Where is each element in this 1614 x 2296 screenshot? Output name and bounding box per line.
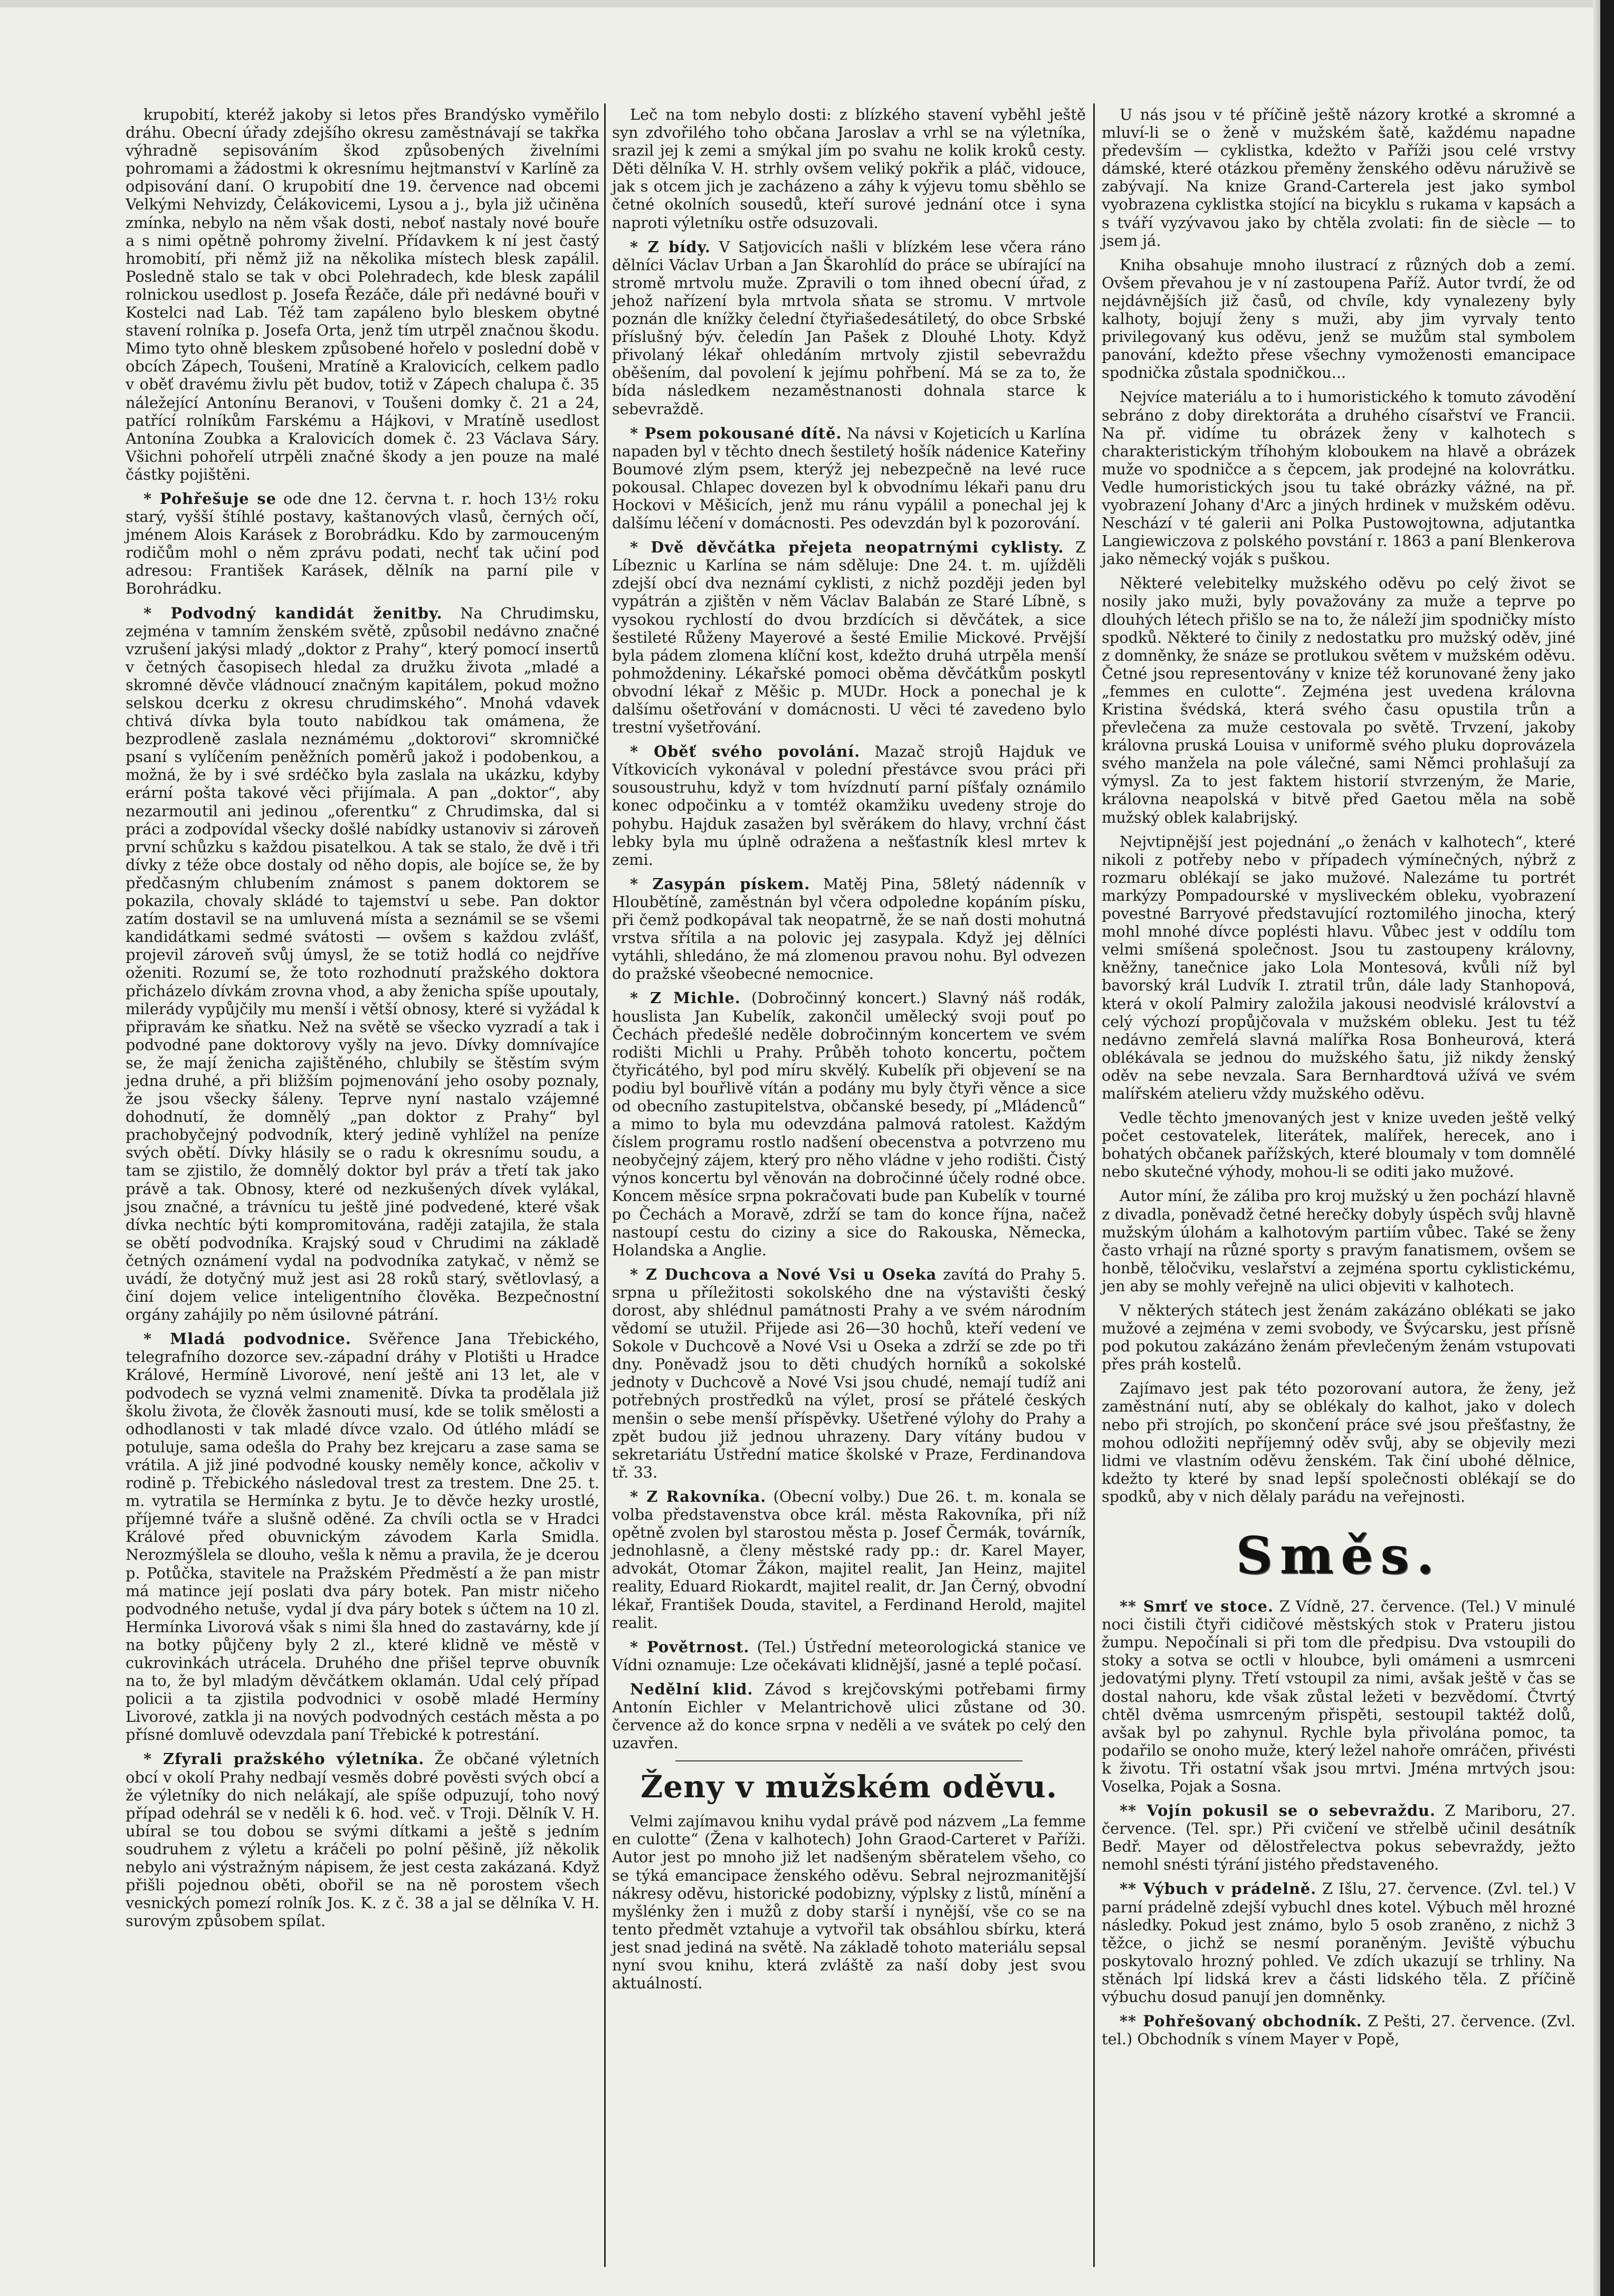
article-text: U nás jsou v té příčině ještě názory krotké a skromné a mluví-li se o ženě v mužském šatě, každému napadne především — cyklistka, kdežto v Paříži jsou celé vrstvy dámské, které otázkou přeměny ženského oděvu náruživě se zabývají. Na knize Grand-Carterela jest jako symbol vyobrazena cyklistka stojící na bicyklu s rukama v kapsách a s tváří vyzývavou jako by chtěla zvolati: fin de siècle — to jsem já. xyxy=(1102,106,1575,250)
article-paragraph xyxy=(1102,256,1575,382)
column-3-articles xyxy=(1102,106,1575,1506)
article-text: Z Líbeznic u Karlína se nám sděluje: Dne 24. t. m. ujížděli zdejší obcí dva neznámí cyklisti, z nichž později jeden byl vypátrán a zjištěn v něm Václav Balabán ze Staré Líbně, s vysokou rychlostí do dvou brzdících si děvčátek, a sice šestileté Růženy Mayerové a šesté Emilie Mickové. Prvější byla pádem zlomena klíční kost, kdežto druhá utrpěla menší pohmoždeniny. Lékařské pomoci oběma děvčátkům poskytl obvodní lékař z Měšic p. MUDr. Hock a ponechal je k dalšímu ošetřování v domácnosti. U věci té zavedeno bylo trestní vyšetřování. xyxy=(612,538,1086,737)
article-paragraph xyxy=(612,1488,1086,1632)
article-headline: * Zasypán pískem. xyxy=(630,874,810,893)
article-text: ode dne 12. června t. r. hoch 13½ roku starý, vyšší štíhlé postavy, kaštanových vlasů, černých očí, jménem Alois Karásek z Borobrádku. Kdo by zarmouceným rodičům mohl o něm zprávu podati, nechť tak učiní pod adresou: František Karásek, dělník na parní pile v Borohrádku. xyxy=(126,489,599,598)
article-paragraph xyxy=(126,1330,599,1744)
article-paragraph xyxy=(612,1812,1086,1992)
article-paragraph xyxy=(612,989,1086,1259)
article-text: Zajímavo jest pak této pozorovaní autora, že ženy, jež zaměstnání nutí, aby se oblékaly do kalhot, jako v dolech nebo při strojích, po skončení práce své jsou přešťastny, že mohou odložiti nepříjemný oděv svůj, aby se objevily mezi lidmi ve vlastním oděvu ženském. Tak činí ubohé dělnice, kdežto ty které by snad lepší společnosti oblékají se do spodků, aby v nich dělaly parádu na veřejnosti. xyxy=(1102,1379,1575,1506)
article-paragraph xyxy=(1102,833,1575,1102)
article-paragraph xyxy=(1102,1187,1575,1295)
page-top-band xyxy=(0,0,1614,7)
article-paragraph xyxy=(1102,1379,1575,1506)
article-text: Vedle těchto jmenovaných jest v knize uveden ještě velký počet cestovatelek, literátek, malířek, herecek, ano i bohatých občanek pařížských, které bloumaly v tom domnělé nebo skutečné výhody, mohou-li se oditi jako mužové. xyxy=(1102,1109,1575,1181)
article-headline: * Mladá podvodnice. xyxy=(144,1330,351,1348)
article-text: Kniha obsahuje mnoho ilustrací z různých dob a zemí. Ovšem převahou je v ní zastoupena Paříž. Autor tvrdí, že od nejdávnějších již časů, od chvíle, kdy vynalezeny byly kalhoty, bojují ženy s muži, aby jim vyrvaly tento privilegovaný kus oděvu, jenž se mužům stal symbolem panování, kdežto přese všechny vymoženosti emancipace spodnička zůstala spodničkou... xyxy=(1102,255,1575,382)
article-text: Autor míní, že záliba pro kroj mužský u žen pochází hlavně z divadla, poněvadž četné herečky dobyly úspěch svůj hlavně mužským úlohám a kalhotovým partiím vůbec. Také se ženy často vrhají na různé sporty s pravým fanatismem, ovšem se honbě, těločviku, veslařství a zejména sportu cyklistickému, jen aby se mohly veřejně na ulici objeviti v kalhotech. xyxy=(1102,1187,1575,1295)
article-paragraph xyxy=(612,538,1086,736)
article-text: Velmi zajímavou knihu vydal právě pod názvem „La femme en culotte“ (Žena v kalhotech) John Graod-Carteret v Paříži. Autor jest po mnoho již let nadšeným sběratelem všeho, co se týká emancipace ženského oděvu. Sebral nejrozmanitější nákresy oděvu, historické podobizny, výplsky z listů, mínění a myšlénky žen i mužů z doby starší i nynější, vše co se na tento předmět vztahuje a vytvořil tak obsáhlou sbírku, která jest snad jediná na světě. Na základě tohoto materiálu sepsal nyní svou knihu, která zvláště za naší doby jest svou aktuálností. xyxy=(612,1812,1086,1993)
smes-section-title xyxy=(1102,1527,1575,1585)
article-paragraph xyxy=(126,1750,599,1930)
article-paragraph xyxy=(612,875,1086,983)
page-edge xyxy=(1600,0,1614,2296)
article-text: Nejvtipnější jest pojednání „o ženách v kalhotech“, které nikoli z potřeby nebo v případech výmínečných, nýbrž z rozmaru oblékají se jako mužové. Nalezáme tu portrét markýzy Pompadourské v mysliveckém obleku, vyobrazení povestné Barryové představující roztomilého jinocha, který mohl mnohé dívce poplésti hlavu. Vůbec jest v oddílu tom velmi smíšená společnost. Jsou tu zastoupeny královny, kněžny, tanečnice jako Lola Montesová, kvůli níž byl bavorský král Ludvík I. ztratil trůn, dále lady Stanhopová, která v okolí Palmiry založila jakousi neodvislé království a celý výchozí propůjčovala v mužském obleku. Jest tu též nedávno zemřelá slavná malířka Rosa Bonheurová, která oblékávala se jednou do mužského šatu, již nikdy ženský oděv na sebe nevzala. Sara Bernhardtová užívá ve svém malířském atelieru vždy mužského oděvu. xyxy=(1102,832,1575,1102)
article-text: Mazač strojů Hajduk ve Vítkovicích vykonával v polední přestávce svou práci při sousoustruhu, když v tom hvízdnutí parní píšťaly oznámilo konec odpočinku a v tomtéž okamžiku uvedeny stroje do pohybu. Hajduk zasažen byl svěrákem do hlavy, vrchní část lebky byla mu úplně odražena a nešťastník klesl mrtev k zemi. xyxy=(612,742,1086,869)
article-text: Leč na tom nebylo dosti: z blízkého stavení vyběhl ještě syn zdvořilého toho občana Jaroslav a vrhl se na výletníka, srazil jej k zemi a smýkal jím po svahu ne kolik kroků cesty. Děti dělníka V. H. strhly ovšem veliký pokřik a pláč, vidouce, jak s otcem jich je zacházeno a záhy k výjevu tomu sběhlo se četné okolních sousedů, kteří surové jednání otce i syna naproti výletníku ostře odsuzovali. xyxy=(612,106,1086,232)
article-paragraph xyxy=(126,604,599,1324)
article-paragraph xyxy=(612,742,1086,869)
column-1 xyxy=(126,106,599,1936)
column-3 xyxy=(1102,106,1575,2054)
article-headline: ** Vojín pokusil se o sebevraždu. xyxy=(1120,1802,1436,1820)
column-rule-1 xyxy=(604,103,606,2267)
article-paragraph xyxy=(1102,106,1575,250)
article-paragraph xyxy=(126,106,599,483)
column-rule-2 xyxy=(1093,103,1095,2267)
article-text: krupobití, kteréž jakoby si letos přes Brandýsko vyměřilo dráhu. Obecní úřady zdejšího okresu zaměstnávají se takřka výhradně sepisováním škod způsobených živelními pohromami a žádostmi k okresnímu hejtmanství v Karlíně za odpisování daní. O krupobití dne 19. července nad obcemi Velkými Nehvizdy, Čelákovicemi, Lysou a j., byla již učiněna zmínka, nebylo na něm však dosti, neboť nastaly nové bouře a s nimi opětně pohromy živelní. Přídavkem k ní jest častý hromobití, při němž již na několika místech blesk zapálil. Posledně stalo se tak v obci Polehradech, kde blesk zapálil rolnickou usedlost p. Josefa Řezáče, dále při nedávné bouři v Kostelci nad Lab. Též tam zapáleno bylo bleskem obytné stavení rolníka p. Josefa Orta, jenž tím utrpěl značnou škodu. Mimo tyto ohně bleskem způsobené hořelo v poslední době v obcích Zápech, Toušeni, Mratíně a Kralovicích, celkem padlo v oběť dravému živlu pět budov, totiž v Zápech chalupa č. 35 náležející Antonínu Beranovi, v Toušeni domky č. 21 a 24, patřící rolníkům Farskému a Hájkovi, v Mratíně usedlost Antonína Zoubka a Kralovicích domek č. 23 Václava Sáry. Všichni pohořelí utrpěli značné škody a jen pouze na malé částky pojištěni. xyxy=(126,106,599,483)
article-paragraph xyxy=(612,1265,1086,1481)
article-text: V některých státech jest ženám zakázáno oblékati se jako mužové a zejména v zemi svobody, ve Švýcarsku, jest přísně pod pokutou zakázáno ženám převlečeným ženám vstupovati přes práh kostelů. xyxy=(1102,1301,1575,1374)
article-text: (Obecní volby.) Due 26. t. m. konala se volba představenstva obce král. města Rakovníka, při níž opětně zvolen byl starostou města p. Josef Čermák, továrník, jednohlasně, a členy městské rady pp.: dr. Karel Mayer, advokát, Otomar Žákon, majitel realit, Jan Heinz, majitel reality, Eduard Riokardt, majitel realit, dr. Jan Černý, obvodní lékař, František Douda, stavitel, a Ferdinand Herold, majitel realit. xyxy=(612,1487,1086,1632)
article-headline: * Psem pokousané dítě. xyxy=(630,424,842,442)
article-headline: ** Smrť ve stoce. xyxy=(1120,1597,1274,1616)
article-paragraph xyxy=(1102,1597,1575,1795)
article-headline: Nedělní klid. xyxy=(630,1680,753,1698)
article-headline: * Z Michle. xyxy=(630,989,741,1007)
article-text: Že občané výletních obcí v okolí Prahy nedbají vesměs dobré pověsti svých obcí a že výletníky do nich nelákají, ale spíše odpuzují, toho nový případ odehrál se v neděli k 6. hod. več. v Troji. Dělník V. H. ubíral se tou dobou se svými dítkami a ještě s jedním soudruhem z výletu a kráčeli po polní pěšině, jíž několik nebylo ani výstražným nápisem, že jest cesta zakázaná. Když přišli pojednou oběti, obořil se na ně porostem všech vesnických pomezí rolník Jos. K. z č. 38 a jal se dělníka V. H. surovým způsobem spílat. xyxy=(126,1750,599,1930)
article-headline: ** Výbuch v prádelně. xyxy=(1120,1880,1317,1898)
article-paragraph xyxy=(1102,2012,1575,2048)
article-text: Z Pešti, 27. července. (Zvl. tel.) Obchodník s vínem Mayer v Popě, xyxy=(1102,2012,1576,2049)
article-text: Na návsi v Kojeticích u Karlína napaden byl v těchto dnech šestiletý hošík nádenice Kateřiny Boumové zlým psem, kterýž jej nebezpečně na levé ruce pokousal. Chlapec dovezen byl k obvodnímu lékaři panu dru Hockovi v Měšicích, jenž mu ránu vypálil a ponechal jej k dalšímu léčení v domácnosti. Pes odevzdán byl k pozorování. xyxy=(612,424,1086,532)
article-paragraph xyxy=(612,106,1086,232)
article-text: zavítá do Prahy 5. srpna u příležitosti sokolského dne na výstavišti český dorost, aby shlédnul památnosti Prahy a ve svém národním vědomí se utužil. Přijede asi 26—30 hochů, kteří vedení ve Sokole v Duchcově a Nové Vsi u Oseka a zdrží se zde po tři dny. Poněvadž jsou to děti chudých horníků a sokolské jednoty v Duchcově a Nové Vsi jsou chudé, nemají tudíž ani potřebných prostředků na výlet, prosí se přátelé českých menšin o sebe menší příspěvky. Ušetřené výlohy do Prahy a zpět budou již jednou uhrazeny. Dary vítány budou v sekretariátu Ústřední matice školské v Praze, Ferdinandova tř. 33. xyxy=(612,1265,1086,1481)
article-text: Matěj Pina, 58letý nádenník v Hloubětíně, zaměstnán byl včera odpoledne kopáním písku, při čemž podkopával tak neopatrně, že se naň dosti mohutná vrstva sřítila a na polovic jej zasypala. Když jej dělníci vytáhli, shledáno, že má zlomenou pravou nohu. Byl odvezen do pražské všeobecné nemocnice. xyxy=(612,874,1086,983)
smes-heading: Směs. xyxy=(1236,1526,1441,1586)
article-headline: * Zfyrali pražského výletníka. xyxy=(144,1750,425,1768)
article-paragraph xyxy=(126,490,599,598)
article-text: Svěřence Jana Třebického, telegrafního dozorce sev.-západní dráhy v Plotišti u Hradce Králové, Hermíně Livorové, není ještě ani 13 let, ale v podvodech se vyzná velmi znamenitě. Dívka ta prodělala již školu života, že člověk žasnouti musí, kde se tolik smělosti a odhodlanosti v tak mladé dívce vzalo. Od útlého mládí se potuluje, sama odešla do Prahy bez krejcaru a zase sama se vrátila. A již jiné podvodné kousky neměly konce, ačkoliv v rodině p. Třebického následoval trest za trestem. Dne 25. t. m. vytratila se Hermínka z bytu. Je to děvče hezky urostlé, příjemné tváře a slušně oděné. Za chvíli octla se v Hradci Králové před obuvnickým závodem Karla Smidla. Nerozmýšlela se dlouho, vešla k němu a pravila, že je dcerou p. Potůčka, stavitele na Pražském Předměstí a že pan mistr má matince její poslati dva páry botek. Pan mistr ničeho podvodného netuše, vydal jí dva páry botek s účtem na 10 zl. Hermínka Livorová však s nimi šla hned do zastavárny, kde jí na botky půjčeny byly 2 zl., které klidně ve městě v cukrovinkách utrácela. Druhého dne přišel teprve obuvník na to, že byl mladým děvčátkem oklamán. Udal celý případ policii a ta zjistila podvodnici v osobě mladé Hermíny Livorové, zatkla ji na nových podvodných cestách města a po přísné domluvě odevzdala paní Třebické k potrestání. xyxy=(126,1330,599,1744)
article-paragraph xyxy=(612,238,1086,418)
smes-articles xyxy=(1102,1597,1575,2048)
column-1-articles xyxy=(126,106,599,1930)
heading-separator xyxy=(675,1760,1023,1761)
article-text: Z Mariboru, 27. července. (Tel. spr.) Při cvičení ve střelbě učinil desátník Bedř. Mayer od dělostřelectva pokus sebevraždy, ježto nemohl snésti týrání jistého představeného. xyxy=(1102,1802,1575,1874)
article-text: Na Chrudimsku, zejména v tamním ženském světě, způsobil nedávno značné vzrušení jakýsi mladý „doktor z Prahy“, který pomocí insertů v četných časopisech hledal za družku života „mladé a skromné děvče vládnoucí značným kapitálem, pokud možno selskou dcerku z okresu chrudimského“. Mnohá vdavek chtivá dívka byla touto nabídkou tak omámena, že bezprodleně zaslala neznámému „doktorovi“ skromničké psaní s vylíčením peněžních poměrů jakož i podobenkou, a možná, že by i své srdéčko byla zaslala na ukázku, kdyby erární pošta takové věci přijímala. A pan „doktor“, aby nezarmoutil ani jedinou „oferentku“ z Chrudimska, dal si práci a zodpovídal všecky došlé nabídky ustanoviv si zároveň první schůzku s každou pisatelkou. A tak se stalo, že dvě i tři dívky z téže obce dostaly od něho dopis, ale bojíce se, že by předčasným chlubením známost s panem doktorem se pokazila, chovaly skládé to tajemství u sebe. Pan doktor zatím dostavil se na umluvená místa a seznámil se se všemi kandidátkami sedmé svátosti — ovšem s každou zvlášť, projevil zároveň svůj úmysl, že se totiž hodlá co nejdříve oženiti. Rozumí se, že toto rozhodnutí pražského doktora přicházelo dívkám zrovna vhod, a aby ženicha spíše upoutaly, milerády vypůjčily mu menší i větší obnosy, které si vyžádal k připravám ke sňatku. Než na světě se všecko vyzradí a tak i podvodné pane doktorovy vyšly na jevo. Dívky domnívajíce se, že mají ženicha zajištěného, chlubily se štěstím svým jedna druhé, a při bližším pojmenování jeho osoby poznaly, že jsou všecky šáleny. Teprve nyní nastalo vzájemné dohodnutí, že domnělý „pan doktor z Prahy“ byl prachobyčejný podvodník, který jedině vyhlížel na peníze svých obětí. Dívky hlásily se o radu k okresnímu soudu, a tam se zjistilo, že domnělý doktor byl práv a třetí tak jako právě a tak. Obnosy, které od nezkušených dívek vylákal, jsou značné, a trávnícu tu ještě jiné podvedené, které však dívka nechtíc býti kompromitována, raději zatajila, že stala se obětí podvodníka. Krajský soud v Chrudimi na základě četných oznámení vydal na podvodníka zatykač, v němž se uvádí, že dotyčný muž jest asi 28 roků starý, světlovlasý, a činí dojem velice inteligentního člověka. Bezpečnostní orgány zahájily po něm úsilovné pátrání. xyxy=(126,604,599,1324)
article-headline: * Oběť svého povolání. xyxy=(630,742,861,761)
article-paragraph xyxy=(1102,1109,1575,1180)
article-headline: * Z Duchcova a Nové Vsi u Oseka xyxy=(630,1265,937,1283)
feature-heading: Ženy v mužském oděvu. xyxy=(640,1769,1058,1805)
page-fold-shadow xyxy=(1593,0,1600,2296)
article-paragraph xyxy=(1102,1880,1575,2006)
article-text: Nejvíce materiálu a to i humoristického k tomuto závodění sebráno z doby direktoráta a druhého císařství ve Francii. Na př. vidíme tu obrázek ženy v kalhotech s charakteristickým tříhohým kloboukem na hlavě a obrázek muže vo spodničce a s čepcem, jak prodejné na kolovrátku. Vedle humoristických jsou tu také obrázky vážné, na př. vyobrazení Johany d'Arc a jiných hrdinek v mužském oděvu. Neschází v té galerii ani Polka Pustowojtowna, adjutantka Langiewiczova z polského povstání r. 1863 a paní Blenkerova jako německý voják s puškou. xyxy=(1102,388,1575,568)
article-text: V Satjovicích našli v blízkém lese včera ráno dělníci Václav Urban a Jan Škarohlíd do práce se ubírající na stromě mrtvolu muže. Zpravili o tom ihned obecní úřad, z jehož nařízení byla mrtvola sňata se stromu. V mrtvole poznán dle knížky čelední čtyřiašedesátiletý, do obce Srbské příslušný býv. čeledín Jan Pašek z Dlouhé Lhoty. Když přivolaný lékař ohledáním mrtvoly zjistil sebevraždu oběšením, dal povolení k jejímu pohřbení. Má se za to, že bída následkem nezaměstnanosti dohnala starce k sebevraždě. xyxy=(612,237,1086,418)
article-text: Z Vídně, 27. července. (Tel.) V minulé noci čistili čtyři cidičové městských stok v Prateru jistou žumpu. Nepočínali si při tom dle předpisu. Dva vstoupili do stoky a sotva se octli v hloubce, byli omámeni a usmrceni jedovatými plyny. Třetí vstoupil za nimi, avšak ještě v čas se dostal nahoru, kde však zůstal ležeti v bezvědomí. Čtvrtý chtěl dvěma usmrceným přispěti, sestoupil taktéž dolů, avšak byl po zahynul. Rychle byla přivolána pomoc, ta podařilo se onoho muže, který ležel nahoře omráčen, přivésti k životu. Tři ostatní však jsou mrtvi. Jména mrtvých jsou: Voselka, Pojak a Sosna. xyxy=(1102,1597,1576,1795)
article-headline: ** Pohřešovaný obchodník. xyxy=(1120,2012,1362,2031)
article-text: Některé velebitelky mužského oděvu po celý život se nosily jako muži, byly považovány za muže a teprve po dlouhých létech přišlo se na to, že náleží jim spodničky místo spodků. Některé to činily z nedostatku pro mužský oděv, jiné z domněnky, že snáze se protlukou světem v mužském oděvu. Četné jsou representovány v knize též korunované ženy jako „femmes en culotte“. Zejména jest uvedena královna Kristina švédská, která svého času opustila trůn a převlečena za muže cestovala po světě. Trvzení, jakoby královna pruská Louisa v uniformě svého pluku doprovázela svého manžela na pole válečné, sami Němci prohlašují za výmysl. Za to jest faktem historií stvrzeným, že Marie, královna neapolská v bitvě před Gaetou měla na sobě mužský oblek kalabrijský. xyxy=(1102,574,1575,826)
article-headline: * Pohřešuje se xyxy=(144,489,276,508)
article-paragraph xyxy=(1102,574,1575,826)
article-text: (Tel.) Ústřední meteorologická stanice ve Vídni oznamuje: Lze očekávati klidnější, jasné a teplé počasí. xyxy=(612,1637,1086,1674)
article-paragraph xyxy=(1102,1802,1575,1873)
article-text: Závod s krejčovskými potřebami firmy Antonín Eichler v Melantrichově ulici zůstane od 30. července až do konce srpna v neděli a ve svátek po celý den uzavřen. xyxy=(612,1680,1086,1752)
feature-article xyxy=(612,1812,1086,1992)
article-headline: * Povětrnost. xyxy=(630,1637,750,1656)
article-headline: * Podvodný kandidát ženitby. xyxy=(144,604,443,622)
article-paragraph xyxy=(612,1638,1086,1674)
article-headline: * Z Rakovníka. xyxy=(630,1487,767,1506)
article-headline: * Z bídy. xyxy=(630,237,711,256)
column-2-articles xyxy=(612,106,1086,1752)
article-headline: * Dvě děvčátka přejeta neopatrnými cyklisty. xyxy=(630,538,1064,557)
article-paragraph xyxy=(612,1680,1086,1752)
article-paragraph xyxy=(1102,1301,1575,1373)
article-text: Z Išlu, 27. července. (Zvl. tel.) V parní prádelně zdejší vybuchl dnes kotel. Výbuch měl hrozné následky. Pokud jest známo, bylo 5 osob zraněno, z nichž 3 těžce, o jichž se nesmí poraněným. Jeviště výbuchu poskytovalo hrozný pohled. Ve zdích ukazují se trhliny. Na stěnách lpí lidská krev a části lidského těla. Z příčině výbuchu dosud panují jen domněnky. xyxy=(1102,1880,1575,2006)
article-paragraph xyxy=(612,424,1086,532)
column-2 xyxy=(612,106,1086,1998)
article-paragraph xyxy=(1102,388,1575,568)
article-text: (Dobročinný koncert.) Slavný náš rodák, houslista Jan Kubelík, zakončil umělecký svoji pouť po Čechách předešlé neděle dobročinným koncertem ve svém rodišti Michli u Prahy. Průběh tohoto koncertu, počtem čtyřicátého, byl pod míru skvělý. Kubelík při objevení se na podiu byl bouřlivě vítán a podány mu byly čtyři věnce a sice od obecního zastupitelstva, občanské besedy, pí „Mládenců“ a mimo to byla mu odevzdána palmová ratolest. Každým číslem programu rostlo nadšení obecenstva a potvrzeno mu neobyčejný zájem, který pro něho vládne v jeho rodišti. Čistý výnos koncertu byl věnován na dobročinné účely rodné obce. Koncem měsíce srpna pokračovati bude pan Kubelík v tourné po Čechách a Moravě, zdrží se tam do konce října, načež nastoupí cestu do ciziny a sice do Rakouska, Německa, Holandska a Anglie. xyxy=(612,989,1086,1259)
